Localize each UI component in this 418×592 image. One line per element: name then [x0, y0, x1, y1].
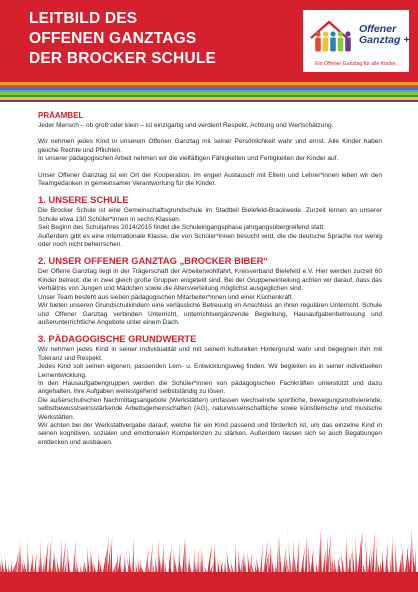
grass-blade: [355, 530, 357, 574]
logo-figure-head: [345, 31, 350, 36]
grass-blade: [42, 557, 45, 574]
grass-blade: [220, 557, 224, 574]
grass-blade: [48, 538, 51, 574]
grass-blade: [162, 542, 164, 574]
paragraph: Die außerschulischen Nachmittagsangebote (Werkstätten) umfassen wechselnde sportliche, bewegungsmotivierende, selbstbewusstseinsstärkende Arbeitsgemeinschaften (AG), naturwissenschaftliche sowie künstlerische und musische Werkstätten.: [38, 396, 382, 421]
grass-blade: [201, 549, 203, 574]
logo-figure-body: [323, 38, 329, 52]
grass-blade: [152, 556, 154, 574]
grass-blade: [82, 552, 87, 574]
grass-blade: [19, 534, 21, 574]
paragraph: In unserer pädagogischen Arbeit nehmen wir die vielfältigen Fähigkeiten und Fertigkeiten der Kinder auf.: [38, 155, 339, 163]
grass-blade: [234, 539, 236, 574]
paragraph: Unser Offener Ganztag ist ein Ort der Kooperation. Im engen Austausch mit Eltern und Lehrer*innen leben wir den Teamgedanken in gemeinsamer Verantwortung für die Kinder.: [38, 171, 382, 188]
grass-blade: [132, 537, 134, 574]
logo-name-line-1: Offener: [359, 23, 397, 35]
paragraph: Der Offene Ganztag liegt in der Trägerschaft der Arbeiterwohlfahrt, Kreisverband Bielefeld e.V. Hier werden zurzeit 60 Kinder betreut, die in zwei gleich große Gruppen eingeteilt sind. Bei der Gruppeneinteilung achten wir darauf, dass das Verhältnis von Jungen und Mädchen sowie die Altersverteilung möglichst ausgeglichen sind.: [38, 268, 382, 293]
grass-blade: [97, 553, 99, 574]
grass-blade: [305, 533, 307, 574]
grass-blade: [27, 537, 29, 574]
grass-blade: [154, 549, 157, 574]
logo-figure-head: [330, 31, 335, 36]
heading-praeambel: PRÄAMBEL: [38, 111, 84, 120]
grass-blade: [382, 547, 384, 574]
paragraph: Wir nehmen jedes Kind in seiner Individualität und mit seinem kulturellen Hintergrund wahr und begegnen ihm mit Toleranz und Respekt.: [38, 346, 382, 362]
heading-grundwerte: 3. PÄDAGOGISCHE GRUNDWERTE: [38, 333, 197, 345]
paragraph: Unser Team besteht aus sieben pädagogischen Mitarbeiter*innen und einer Küchenkraft.: [38, 293, 294, 301]
grass-blade: [158, 536, 160, 574]
logo-figure-head: [338, 31, 343, 36]
logo-tagline: Ein Offener Ganztag für alle Kinder.: [315, 61, 397, 67]
grass-blade: [67, 538, 70, 574]
grass-blade: [193, 546, 195, 574]
grass-blade: [189, 553, 191, 574]
document-body: [38, 111, 382, 447]
grass-blade: [10, 559, 12, 574]
paragraph: Außerdem gibt es eine internationale Klasse, die von Schüler*innen besucht wird, die die deutsche Sprache nur wenig oder noch nicht beherrschen.: [38, 232, 382, 249]
grass-blade: [87, 542, 89, 574]
heading-offener-ganztag: 2. UNSER OFFENER GANZTAG „BROCKER BIBER“: [38, 255, 269, 267]
grass-blade: [414, 546, 416, 574]
logo-figures-icon: [309, 18, 363, 56]
grass-blade: [322, 547, 326, 574]
grass-blade: [185, 538, 187, 574]
grass-blade: [276, 535, 278, 574]
grass-blade: [334, 551, 337, 574]
grass-blade: [149, 542, 153, 574]
grass-blade: [52, 552, 55, 574]
grass-blade: [238, 544, 240, 574]
grass-blade: [390, 548, 392, 574]
grass-blade: [224, 556, 226, 574]
grass-blade: [195, 559, 197, 574]
grass-blade: [34, 552, 37, 574]
logo-name-line-2: Ganztag +: [359, 34, 410, 46]
grass-blade: [40, 539, 42, 574]
paragraph: Wir nehmen jedes Kind in unserem Offenen Ganztag mit seiner Persönlichkeit wahr und ernst. Alle Kinder haben gleiche Rechte und Pflichten.: [38, 138, 382, 154]
grass-blade: [392, 528, 394, 574]
page-title: [29, 9, 289, 69]
grass-blade: [135, 559, 137, 574]
grass-blade: [182, 536, 185, 574]
grass-blade: [244, 549, 246, 574]
paragraph: Die Brocker Schule ist eine Gemeinschaftsgrundschule im Stadtteil Bielefeld-Brackwede. Zurzeit lernen an unserer Schule etwa 130 Schüler*innen in sechs Klassen.: [38, 207, 382, 223]
grass-blade: [315, 556, 318, 574]
grass-blade: [278, 528, 281, 574]
grass-blade: [260, 543, 263, 574]
grass-blade: [72, 539, 76, 574]
paragraph: Wir achten bei der Werkstattvergabe darauf, welche für ein Kind passend und förderlich ist, um das einzelne Kind in seinen kognitiven, sozialen und emotionalen Kompetenzen zu stärken. Außerdem lassen sich so auch Begabungen entdecken und ausbauen.: [38, 421, 382, 446]
grass-blade: [164, 553, 167, 574]
grass-blade: [197, 548, 199, 574]
logo-figure-body: [315, 38, 321, 52]
grass-blade: [8, 562, 10, 574]
header-banner: [0, 0, 418, 82]
logo-figure-head: [323, 31, 328, 36]
paragraph: Jedes Kind soll seinen eigenen, passenden Lern- u. Entwicklungsweg finden. Wir begleiten es in seiner individuellen Lernentwicklung.: [38, 363, 382, 379]
grass-blade: [44, 541, 48, 574]
grass-decoration-icon: [0, 524, 418, 592]
grass-blade: [394, 530, 397, 574]
grass-blade: [340, 541, 345, 574]
title-line-1: LEITBILD DES: [29, 10, 138, 27]
grass-blade: [409, 528, 411, 574]
paragraph: Seit Beginn des Schuljahres 2014/2015 findet die Schuleingangsphase jahrgangsübergreifend statt.: [38, 224, 325, 232]
grass-blade: [375, 540, 378, 574]
logo-figure-body: [330, 38, 336, 52]
grass-blade: [240, 556, 243, 574]
grass-blade: [269, 540, 271, 574]
logo-wordmark: [359, 24, 409, 46]
rainbow-stripes: [0, 82, 418, 102]
grass-blade: [345, 527, 347, 574]
grass-blade: [110, 534, 112, 574]
grass-blade: [217, 553, 220, 574]
paragraph: In den Hausaufgabengruppen werden die Schüler*innen von pädagogischen Fachkräften unterstützt und dazu angehalten, ihre Aufgaben weitestgehend selbstständig zu lösen.: [38, 379, 382, 396]
logo-figure-head: [315, 31, 320, 36]
grass-blade: [4, 552, 7, 574]
logo-figure-body: [345, 38, 351, 52]
logo: [303, 10, 409, 72]
logo-figure-body: [338, 38, 344, 52]
grass-blade: [79, 560, 83, 574]
paragraph: Wir bieten unseren Grundschulkindern eine verlässliche Betreuung im Anschluss an ihren regulären Unterricht. Schule und Offener Ganztag verbinden Unterricht, unterrichtsergänzende Begleitung, Hausaufgabenbetreuung und außerunterrichtliche Angebote unter einem Dach.: [38, 302, 382, 326]
heading-unsere-schule: 1. UNSERE SCHULE: [38, 194, 129, 206]
title-line-2: OFFENEN GANZTAGS: [29, 30, 197, 47]
grass-blade: [365, 526, 368, 574]
stripe: [0, 100, 418, 103]
paragraph: Jeder Mensch – ob groß oder klein – ist einzigartig und verdient Respekt, Achtung und Wertschätzung.: [38, 122, 334, 129]
grass-blade: [296, 539, 299, 574]
grass-blade: [307, 529, 310, 574]
grass-blade: [351, 536, 355, 574]
grass-blade: [372, 531, 376, 574]
grass-blade: [89, 538, 94, 574]
grass-blade: [60, 538, 62, 574]
grass-base: [0, 572, 418, 592]
title-line-3: DER BROCKER SCHULE: [29, 50, 217, 67]
